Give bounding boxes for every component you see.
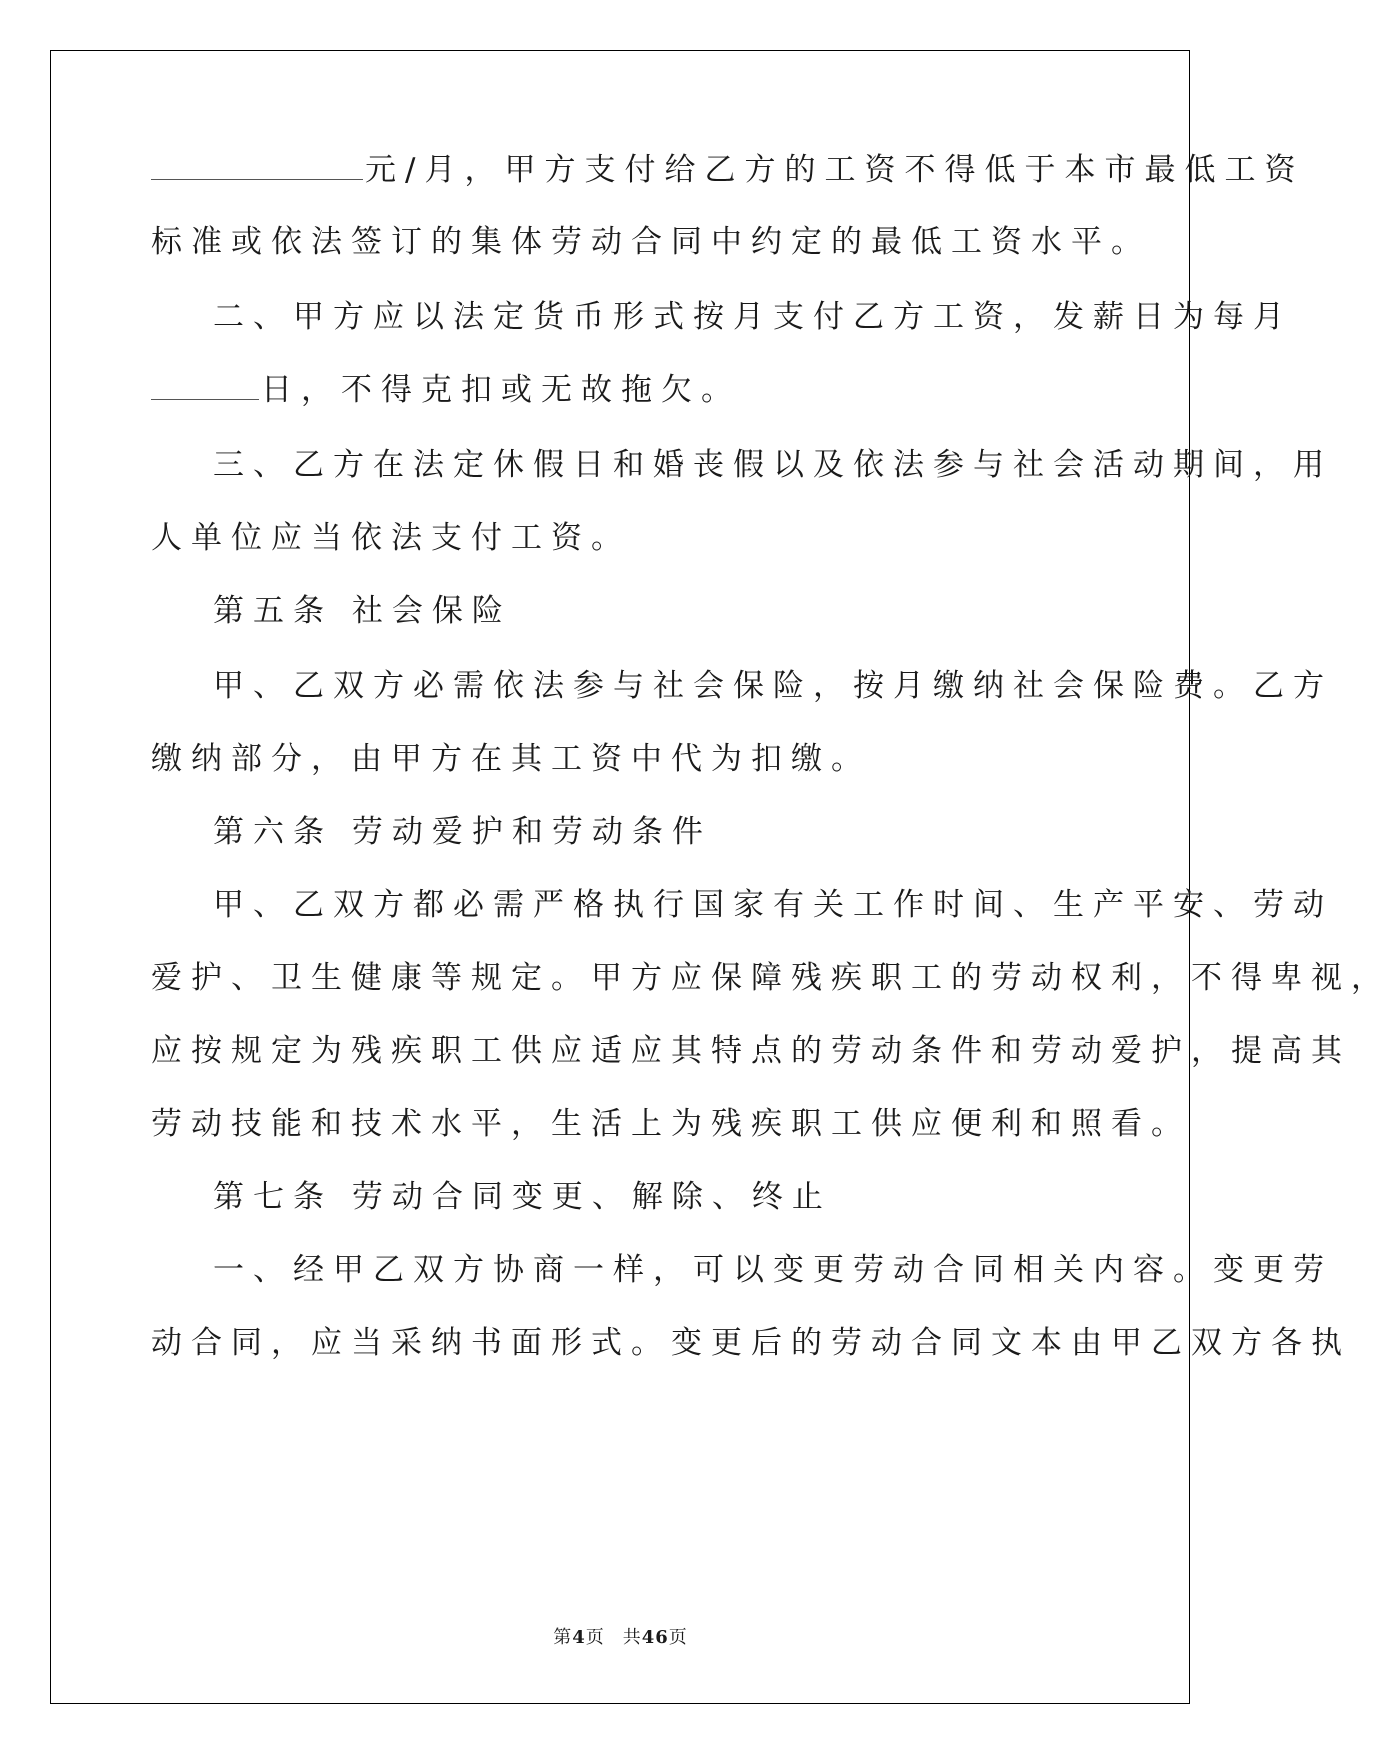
footer-prefix: 第	[553, 1627, 573, 1648]
body-line: 甲、乙双方必需依法参与社会保险，按月缴纳社会保险费。乙方	[213, 668, 1333, 704]
page-footer	[0, 1623, 1241, 1649]
body-line: 缴纳部分，由甲方在其工资中代为扣缴。	[151, 741, 871, 777]
body-line: 标准或依法签订的集体劳动合同中约定的最低工资水平。	[151, 224, 1151, 260]
footer-total-suffix: 页	[668, 1627, 688, 1648]
section-heading: 第五条 社会保险	[213, 593, 512, 629]
body-line: 动合同，应当采纳书面形式。变更后的劳动合同文本由甲乙双方各执	[151, 1325, 1351, 1361]
body-line: 劳动技能和技术水平，生活上为残疾职工供应便利和照看。	[151, 1106, 1191, 1142]
body-line: 爱护、卫生健康等规定。甲方应保障残疾职工的劳动权利，不得卑视，	[151, 960, 1391, 996]
body-line: 人单位应当依法支付工资。	[151, 520, 631, 556]
body-line: 日，不得克扣或无故拖欠。	[151, 370, 741, 410]
footer-total-prefix: 共	[622, 1627, 642, 1648]
body-line: 三、乙方在法定休假日和婚丧假以及依法参与社会活动期间，用	[213, 447, 1333, 483]
body-line: 二、甲方应以法定货币形式按月支付乙方工资，发薪日为每月	[213, 299, 1293, 335]
fill-in-blank	[151, 373, 259, 400]
total-page-count: 46	[641, 1627, 669, 1648]
section-heading: 第六条 劳动爱护和劳动条件	[213, 814, 712, 850]
footer-page-suffix: 页	[585, 1627, 605, 1648]
current-page-number: 4	[572, 1627, 586, 1648]
body-line: 一、经甲乙双方协商一样，可以变更劳动合同相关内容。变更劳	[213, 1252, 1333, 1288]
fill-in-blank	[151, 153, 363, 180]
body-line: 甲、乙双方都必需严格执行国家有关工作时间、生产平安、劳动	[213, 887, 1333, 923]
body-line: 元/月，甲方支付给乙方的工资不得低于本市最低工资	[151, 150, 1304, 190]
section-heading: 第七条 劳动合同变更、解除、终止	[213, 1179, 832, 1215]
body-line: 应按规定为残疾职工供应适应其特点的劳动条件和劳动爱护，提高其	[151, 1033, 1351, 1069]
